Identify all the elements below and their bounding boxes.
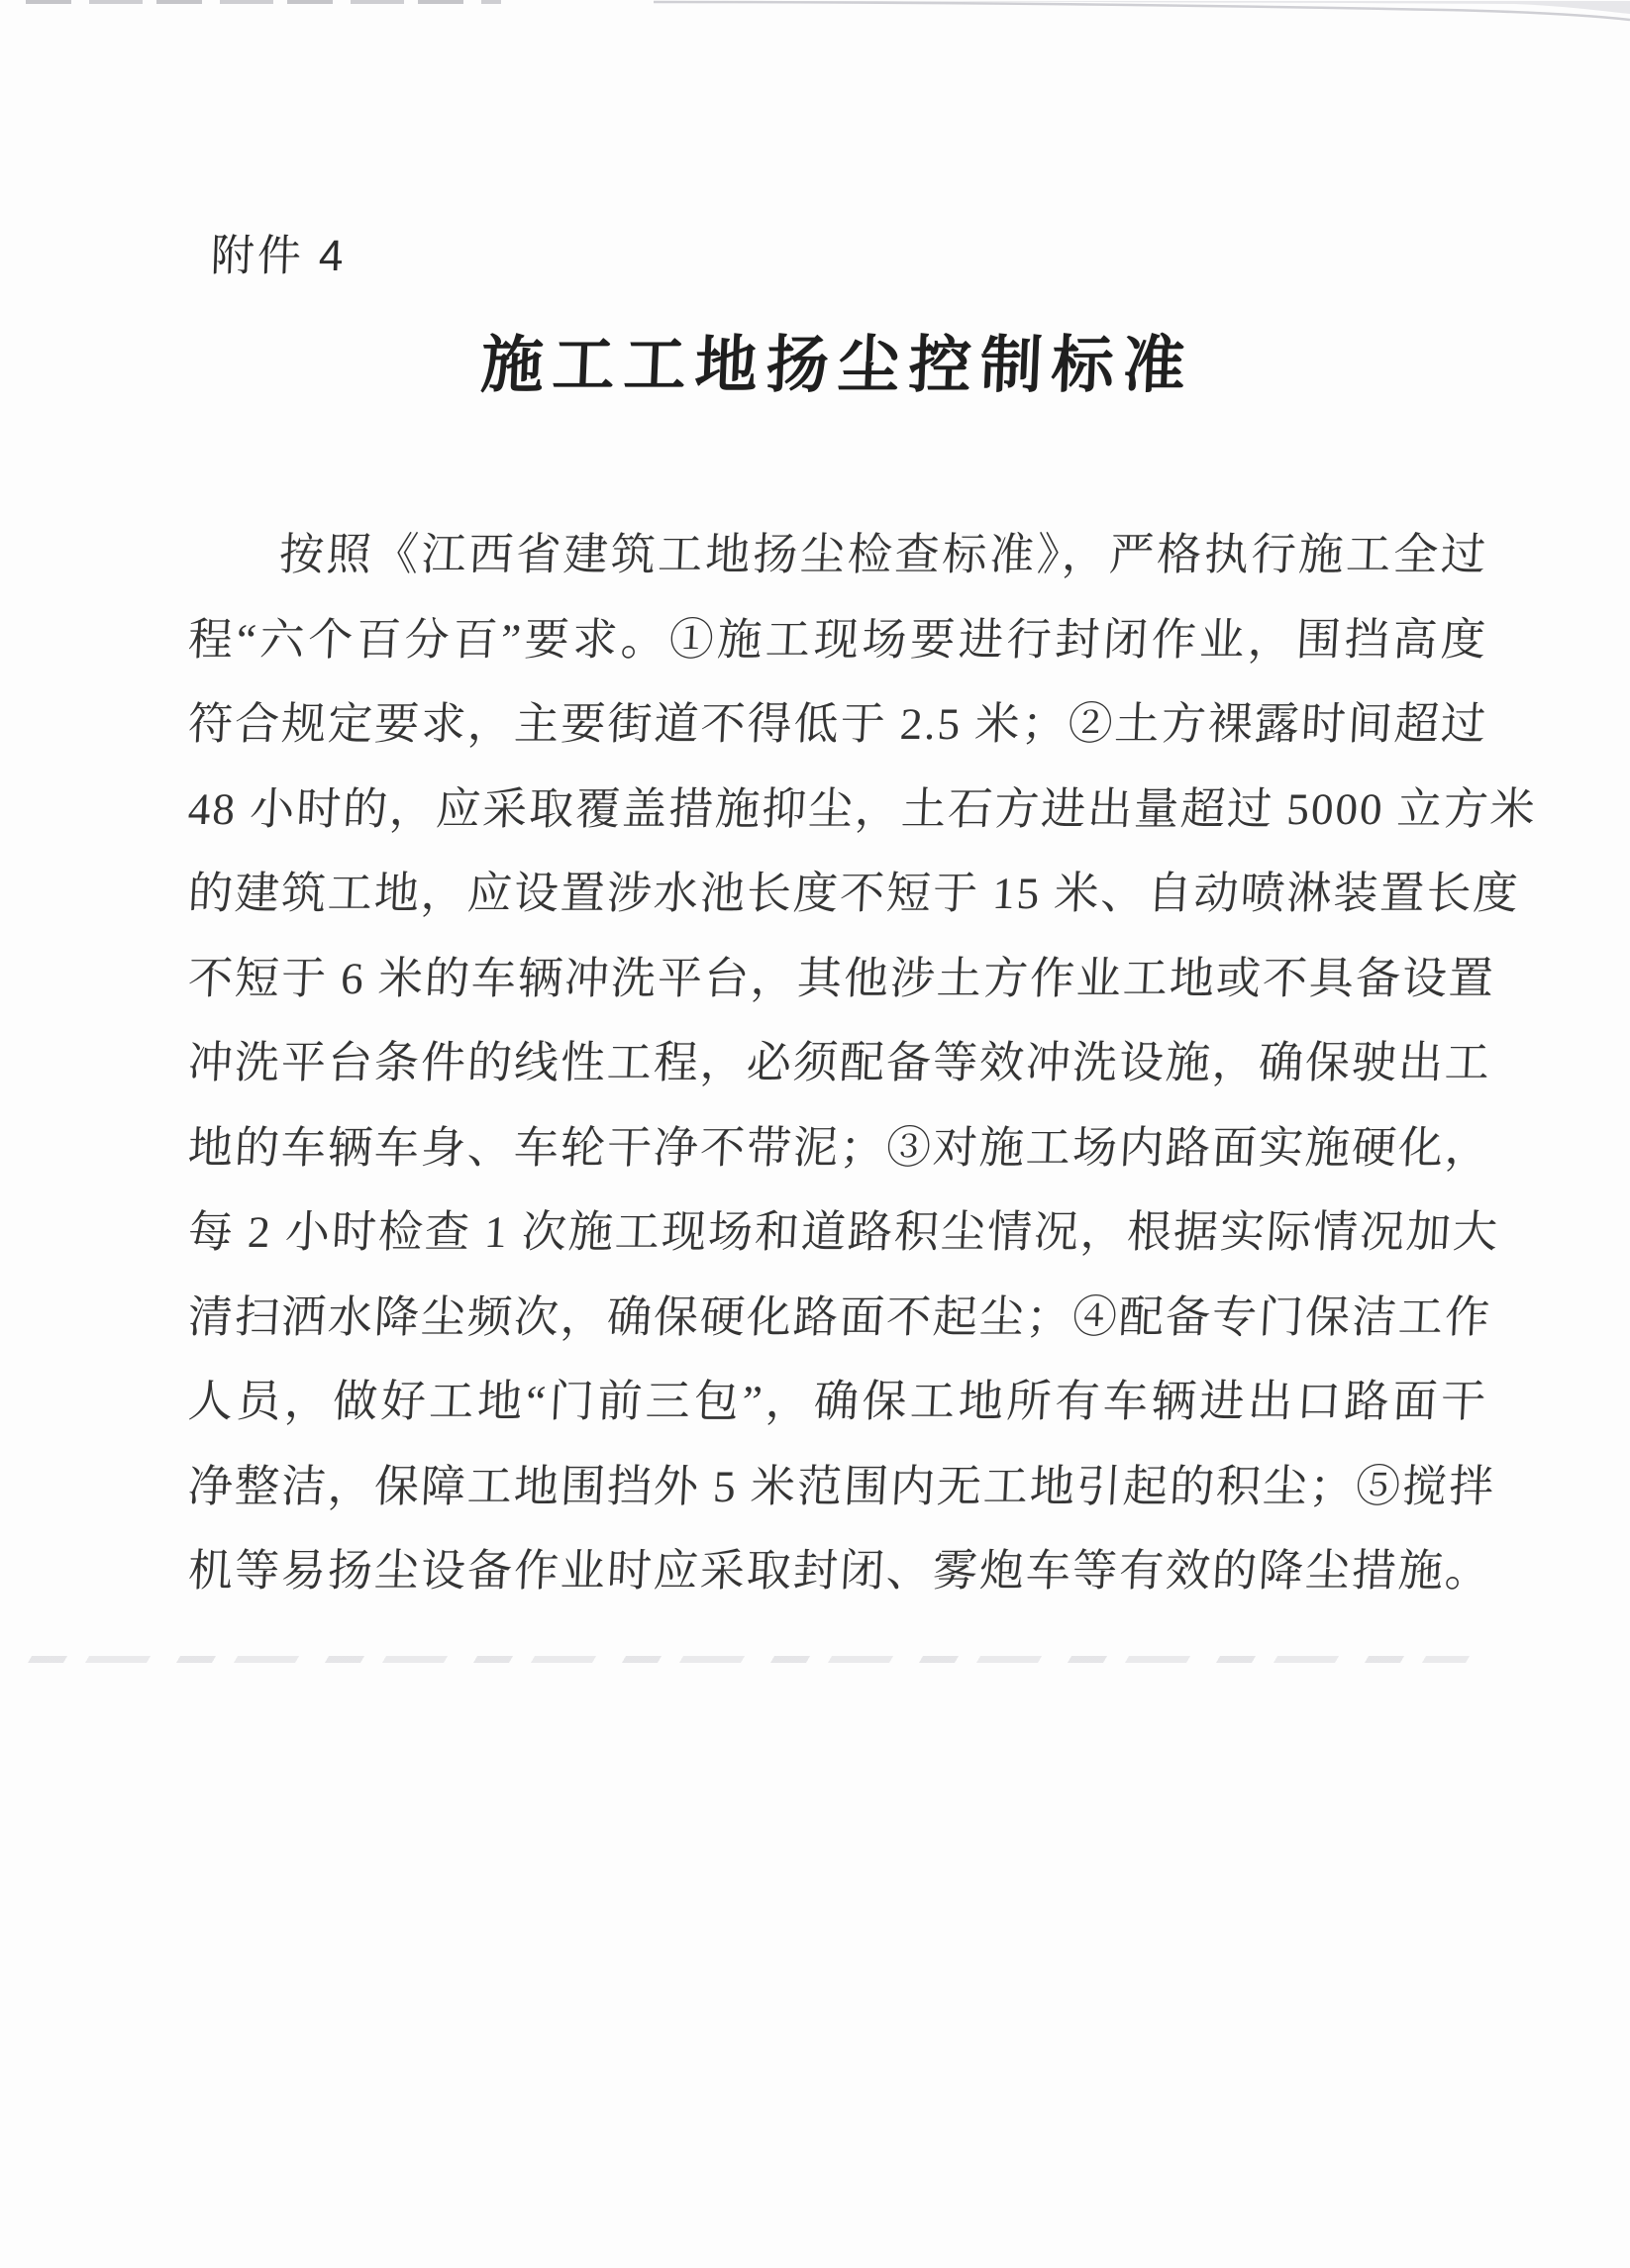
- body-line: 48 小时的，应采取覆盖措施抑尘，土石方进出量超过 5000 立方米: [186, 783, 1539, 834]
- body-line: 人员，做好工地“门前三包”，确保工地所有车辆进出口路面干: [186, 1377, 1489, 1426]
- body-line: 净整洁，保障工地围挡外 5 米范围内无工地引起的积尘；⑤搅拌: [186, 1461, 1497, 1511]
- body-line: 冲洗平台条件的线性工程，必须配备等效冲洗设施，确保驶出工: [186, 1038, 1493, 1087]
- scanner-edge-curve: [0, 0, 1630, 40]
- document-body: [186, 513, 1539, 1614]
- body-line: 清扫洒水降尘频次，确保硬化路面不起尘；④配备专门保洁工作: [186, 1291, 1493, 1342]
- body-line: 的建筑工地，应设置涉水池长度不短于 15 米、自动喷淋装置长度: [186, 869, 1521, 918]
- body-line: 符合规定要求，主要街道不得低于 2.5 米；②土方裸露时间超过: [186, 699, 1489, 749]
- body-line: 程“六个百分百”要求。①施工现场要进行封闭作业，围挡高度: [186, 614, 1489, 665]
- attachment-label: 附件 4: [209, 232, 348, 280]
- body-line: 机等易扬尘设备作业时应采取封闭、雾炮车等有效的降尘措施。: [186, 1546, 1493, 1596]
- scanner-edge-dashes: [26, 0, 501, 4]
- scanner-streak-artifact: [28, 1656, 1470, 1663]
- body-line: 每 2 小时检查 1 次施工现场和道路积尘情况，根据实际情况加大: [186, 1207, 1501, 1257]
- body-line: 地的车辆车身、车轮干净不带泥；③对施工场内路面实施硬化，: [186, 1122, 1493, 1173]
- body-line: 按照《江西省建筑工地扬尘检查标准》，严格执行施工全过: [277, 530, 1489, 579]
- body-line: 不短于 6 米的车辆冲洗平台，其他涉土方作业工地或不具备设置: [186, 953, 1497, 1003]
- document-title: 施工工地扬尘控制标准: [479, 331, 1196, 400]
